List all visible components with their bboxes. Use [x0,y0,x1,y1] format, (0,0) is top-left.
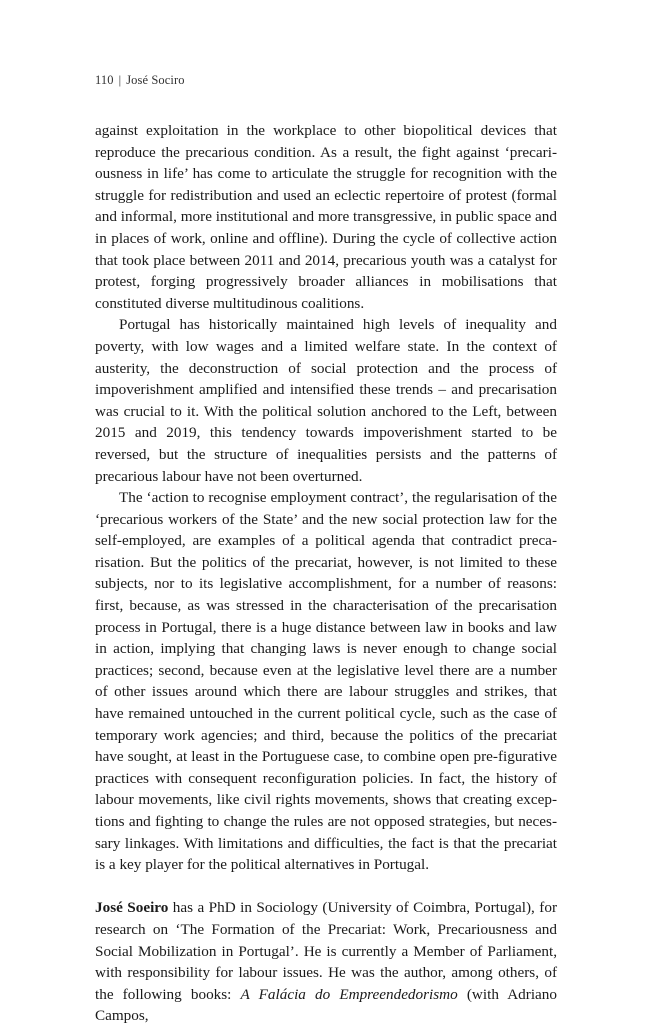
author-bio [95,897,557,1027]
body-text [95,120,557,1027]
running-head-author: José Sociro [126,73,185,87]
running-head-separator: | [118,73,122,87]
paragraph: The ‘action to recognise employment contract’, the regularisation of the ‘precarious workers of the State’ and the new social protection law for the self-employed, are examples of a political agenda that contradict precarisation. But the politics of the precariat, however, is not limited to these subjects, nor to its legislative accomplishment, for a number of reasons: first, because, as was stressed in the characterisation of the precarisation process in Portugal, there is a huge distance between law in books and law in action, implying that changing laws is never enough to change social practices; second, because even at the legislative level there are a number of other issues around which there are labour struggles and strikes, that have remained untouched in the current political cycle, such as the case of temporary work agencies; and third, because the politics of the precariat have sought, at least in the Portuguese case, to combine open pre-figurative practices with consequent reconfiguration policies. In fact, the history of labour movements, like civil rights movements, shows that creating exceptions and fighting to change the rules are not opposed strategies, but necessary linkages. With limitations and difficulties, the fact is that the precariat is a key player for the political alternatives in Portugal. [95,489,557,874]
paragraph: against exploitation in the workplace to other biopolitical devices that reproduce the precarious condition. As a result, the fight against ‘precariousness in life’ has come to articulate the struggle for recognition with the struggle for redistribution and used an eclectic repertoire of protest (formal and informal, more institutional and more transgressive, in public space and in places of work, online and offline). During the cycle of collective action that took place between 2011 and 2014, precarious youth was a catalyst for protest, forging progressively broader alliances in mobilisations that constituted diverse multitudinous coalitions. [95,122,557,312]
running-head [95,73,185,88]
author-name: José Soeiro [95,899,169,917]
bio-text: has a PhD in Sociology (University of Coimbra, Portugal), for research on ‘The Formation of the Precariat: Work, Precariousness and Social Mobilization in Portugal’. He is currently a Member of Parliament, with responsibility for labour issues. He was the author, among others, of the following books: [95,899,558,1003]
page-number: 110 [95,73,114,87]
book-title: A Falácia do Empreendedorismo [240,985,458,1003]
bio-text-continued: (with Adriano Campos, [95,985,557,1025]
paragraph: Portugal has historically maintained high levels of inequality and poverty, with low wages and a limited welfare state. In the context of austerity, the deconstruction of social protection and the process of impoverishment amplified and intensified these trends – and precarisation was crucial to it. With the political solution anchored to the Left, between 2015 and 2019, this tendency towards impoverishment started to be reversed, but the structure of inequalities persists and the patterns of precarious labour have not been overturned. [95,316,557,485]
